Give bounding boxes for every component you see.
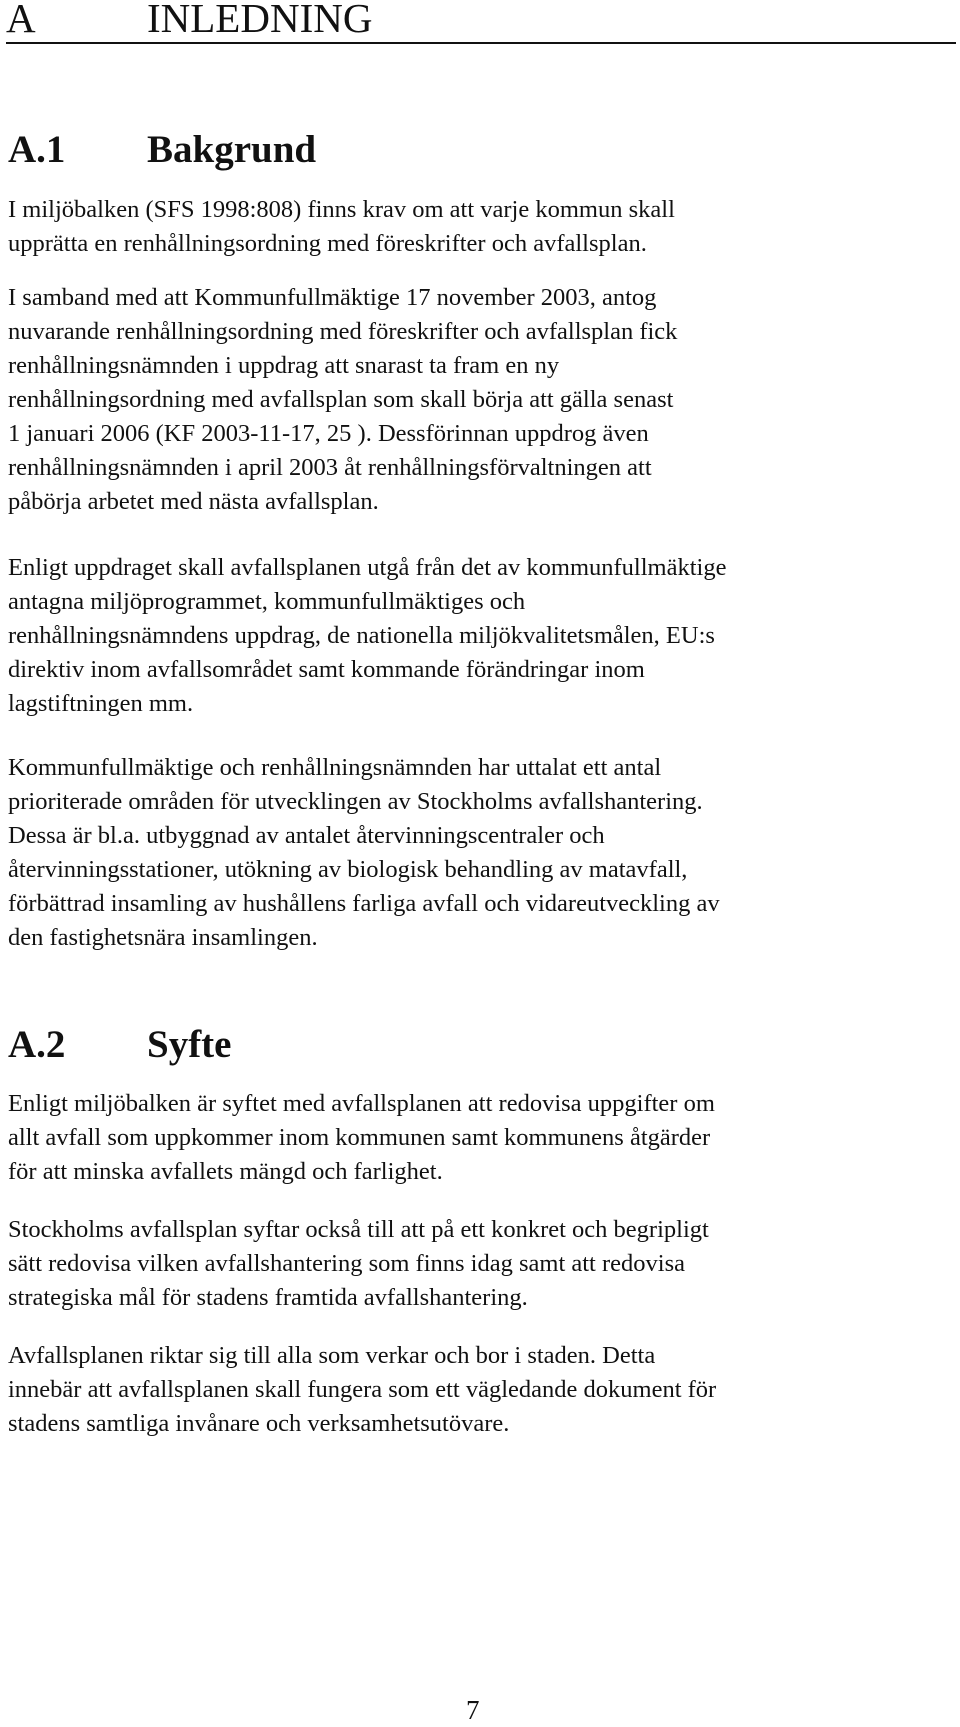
text-line: prioriterade områden för utvecklingen av Stockholms avfallshantering. — [8, 788, 703, 815]
text-line: stadens samtliga invånare och verksamhetsutövare. — [8, 1410, 510, 1437]
text-line: antagna miljöprogrammet, kommunfullmäktiges och — [8, 588, 526, 615]
chapter-number: A — [6, 0, 36, 41]
section-heading-syfte — [8, 1020, 908, 1070]
text-line: Avfallsplanen riktar sig till alla som verkar och bor i staden. Detta — [8, 1342, 656, 1369]
section-number: A.1 — [8, 128, 66, 171]
text-line: renhållningsordning med avfallsplan som skall börja att gälla senast — [8, 386, 674, 413]
paragraph — [8, 281, 956, 519]
text-line: 1 januari 2006 (KF 2003-11-17, 25 ). Dessförinnan uppdrog även — [8, 420, 649, 447]
paragraph — [8, 1339, 956, 1441]
text-line: allt avfall som uppkommer inom kommunen samt kommunens åtgärder — [8, 1124, 711, 1151]
text-line: I miljöbalken (SFS 1998:808) finns krav om att varje kommun skall — [8, 196, 675, 223]
text-line: direktiv inom avfallsområdet samt kommande förändringar inom — [8, 656, 645, 683]
section-title: Syfte — [147, 1023, 232, 1066]
text-line: förbättrad insamling av hushållens farliga avfall och vidareutveckling av — [8, 890, 720, 917]
text-line: Kommunfullmäktige och renhållningsnämnden har uttalat ett antal — [8, 754, 662, 781]
section-number: A.2 — [8, 1023, 66, 1066]
text-line: nuvarande renhållningsordning med föreskrifter och avfallsplan fick — [8, 318, 678, 345]
text-line: Stockholms avfallsplan syftar också till att på ett konkret och begripligt — [8, 1216, 709, 1243]
paragraph — [8, 1087, 956, 1189]
section-heading-bakgrund — [8, 125, 908, 175]
text-line: lagstiftningen mm. — [8, 690, 194, 717]
text-line: Enligt miljöbalken är syftet med avfallsplanen att redovisa uppgifter om — [8, 1090, 715, 1117]
text-line: Dessa är bl.a. utbyggnad av antalet återvinningscentraler och — [8, 822, 605, 849]
section-title: Bakgrund — [147, 128, 317, 171]
text-line: upprätta en renhållningsordning med föreskrifter och avfallsplan. — [8, 230, 647, 257]
chapter-title: INLEDNING — [147, 0, 373, 41]
paragraph — [8, 551, 956, 721]
chapter-heading — [6, 0, 956, 44]
text-line: återvinningsstationer, utökning av biologisk behandling av matavfall, — [8, 856, 688, 883]
paragraph — [8, 751, 956, 955]
text-line: I samband med att Kommunfullmäktige 17 november 2003, antog — [8, 284, 657, 311]
text-line: sätt redovisa vilken avfallshantering som finns idag samt att redovisa — [8, 1250, 685, 1277]
text-line: renhållningsnämnden i april 2003 åt renhållningsförvaltningen att — [8, 454, 652, 481]
text-line: strategiska mål för stadens framtida avfallshantering. — [8, 1284, 528, 1311]
paragraph — [8, 1213, 956, 1315]
text-line: renhållningsnämnden i uppdrag att snarast ta fram en ny — [8, 352, 560, 379]
page-number: 7 — [466, 1695, 480, 1725]
text-line: innebär att avfallsplanen skall fungera som ett vägledande dokument för — [8, 1376, 717, 1403]
text-line: renhållningsnämndens uppdrag, de nationella miljökvalitetsmålen, EU:s — [8, 622, 715, 649]
text-line: den fastighetsnära insamlingen. — [8, 924, 318, 951]
paragraph — [8, 193, 956, 261]
text-line: för att minska avfallets mängd och farlighet. — [8, 1158, 443, 1185]
text-line: Enligt uppdraget skall avfallsplanen utgå från det av kommunfullmäktige — [8, 554, 727, 581]
text-line: påbörja arbetet med nästa avfallsplan. — [8, 488, 379, 515]
